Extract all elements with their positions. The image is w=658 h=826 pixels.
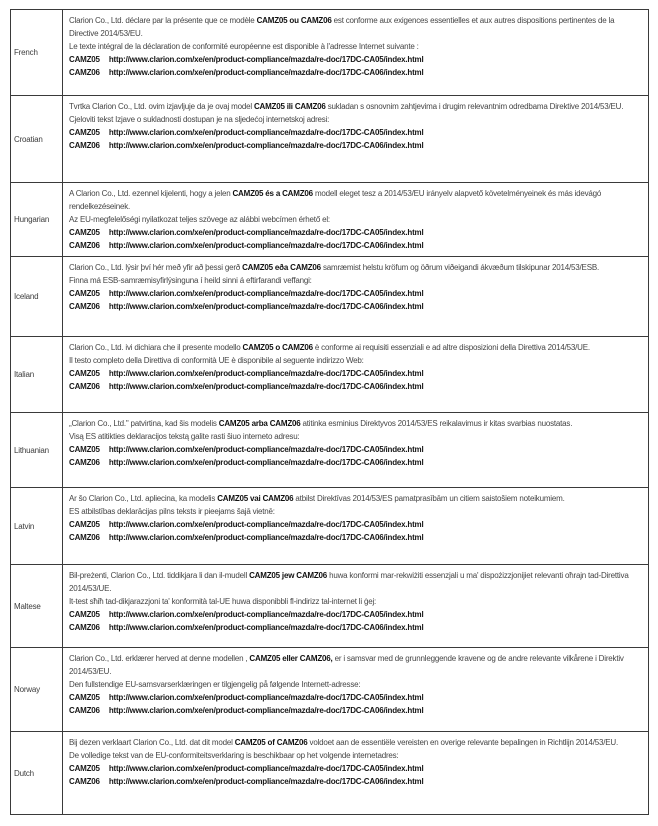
- declaration-statement: [69, 492, 642, 505]
- language-label-cell: [11, 10, 63, 95]
- availability-statement: Le texte intégral de la déclaration de conformité européenne est disponible à l'adresse Internet suivante :: [69, 42, 419, 51]
- model-name-camz06: CAMZ06: [69, 382, 100, 391]
- model-url-line-camz05: [69, 53, 642, 66]
- model-url-line-camz06: [69, 456, 642, 469]
- availability-statement: Cjeloviti tekst Izjave o sukladnosti dostupan je na sljedećoj internetskoj adresi:: [69, 115, 330, 124]
- statement-text-after: voldoet aan de essentiële vereisten en overige relevante bepalingen in Richtlijn 2014/53/EU.: [307, 738, 619, 747]
- compliance-url-camz05: http://www.clarion.com/xe/en/product-compliance/mazda/re-doc/17DC-CA05/index.html: [108, 55, 424, 64]
- model-name-camz06: CAMZ06: [69, 706, 100, 715]
- statement-text-before: Bil-preżenti, Clarion Co., Ltd. tiddikjara li dan il-mudell: [69, 571, 250, 580]
- availability-statement: Il testo completo della Direttiva di conformità UE è disponibile al seguente indirizzo Web:: [69, 356, 364, 365]
- model-name-camz06: CAMZ06: [69, 623, 100, 632]
- table-row-dutch: [11, 732, 648, 814]
- availability-statement: Visą ES atitikties deklaracijos tekstą galite rasti šiuo interneto adresu:: [69, 432, 300, 441]
- statement-text-before: Ar šo Clarion Co., Ltd. apliecina, ka modelis: [69, 494, 218, 503]
- availability-statement: Finna má ESB-samræmisyfirlýsinguna í heild sinni á eftirfarandi veffangi:: [69, 276, 312, 285]
- statement-model-names: CAMZ05 jew CAMZ06: [249, 571, 328, 580]
- declaration-statement: [69, 261, 642, 274]
- statement-model-names: CAMZ05 o CAMZ06: [242, 343, 313, 352]
- declaration-statement: [69, 341, 642, 354]
- model-name-camz06: CAMZ06: [69, 68, 100, 77]
- model-name-camz05: CAMZ05: [69, 445, 100, 454]
- compliance-url-camz06: http://www.clarion.com/xe/en/product-compliance/mazda/re-doc/17DC-CA06/index.html: [108, 302, 424, 311]
- statement-model-names: CAMZ05 ou CAMZ06: [256, 16, 332, 25]
- statement-text-before: Bij dezen verklaart Clarion Co., Ltd. dat dit model: [69, 738, 235, 747]
- statement-model-names: CAMZ05 ili CAMZ06: [253, 102, 326, 111]
- statement-text-after: er i samsvar med de grunnleggende kravene og de andre relevante vilkårene i Direktiv 2014/53/EU.: [69, 654, 624, 676]
- table-row-norway: [11, 648, 648, 732]
- model-url-line-camz05: [69, 608, 642, 621]
- compliance-url-camz06: http://www.clarion.com/xe/en/product-compliance/mazda/re-doc/17DC-CA06/index.html: [108, 458, 424, 467]
- model-url-line-camz05: [69, 367, 642, 380]
- model-url-line-camz06: [69, 300, 642, 313]
- model-url-line-camz06: [69, 621, 642, 634]
- statement-text-after: atitinka esminius Direktyvos 2014/53/ES reikalavimus ir kitas svarbias nuostatas.: [300, 419, 573, 428]
- language-label-cell: [11, 648, 63, 731]
- table-row-latvin: [11, 488, 648, 565]
- language-label: Maltese: [14, 601, 41, 611]
- model-url-line-camz05: [69, 126, 642, 139]
- language-label: Norway: [14, 685, 40, 694]
- language-label: Dutch: [14, 768, 34, 778]
- model-name-camz06: CAMZ06: [69, 458, 100, 467]
- model-url-line-camz05: [69, 691, 642, 704]
- language-label-cell: [11, 257, 63, 336]
- declaration-statement: [69, 652, 642, 678]
- declaration-cell: [63, 337, 648, 412]
- statement-text-before: „Clarion Co., Ltd." patvirtina, kad šis modelis: [69, 419, 219, 428]
- statement-text-after: est conforme aux exigences essentielles et aux autres dispositions pertinentes de la Directive 2014/53/EU.: [69, 16, 615, 38]
- table-row-croatian: [11, 96, 648, 183]
- compliance-url-camz05: http://www.clarion.com/xe/en/product-compliance/mazda/re-doc/17DC-CA05/index.html: [108, 693, 424, 702]
- language-label: Hungarian: [14, 215, 50, 224]
- table-row-french: [11, 10, 648, 96]
- compliance-url-camz05: http://www.clarion.com/xe/en/product-compliance/mazda/re-doc/17DC-CA05/index.html: [108, 369, 424, 378]
- availability-statement: Az EU-megfelelőségi nyilatkozat teljes szövege az alábbi webcímen érhető el:: [69, 215, 330, 224]
- language-label-cell: [11, 96, 63, 182]
- statement-text-before: Clarion Co., Ltd. lýsir því hér með yfir að þessi gerð: [69, 263, 243, 272]
- model-name-camz06: CAMZ06: [69, 777, 100, 786]
- language-label-cell: [11, 413, 63, 487]
- statement-text-before: Clarion Co., Ltd. erklærer herved at denne modellen ,: [69, 654, 250, 663]
- compliance-url-camz05: http://www.clarion.com/xe/en/product-compliance/mazda/re-doc/17DC-CA05/index.html: [108, 289, 424, 298]
- model-url-line-camz05: [69, 762, 642, 775]
- language-label: Italian: [14, 370, 34, 379]
- statement-text-before: Clarion Co., Ltd. déclare par la présente que ce modèle: [69, 16, 257, 25]
- model-url-line-camz06: [69, 531, 642, 544]
- statement-model-names: CAMZ05 eða CAMZ06: [242, 263, 321, 272]
- model-name-camz05: CAMZ05: [69, 369, 100, 378]
- statement-text-before: A Clarion Co., Ltd. ezennel kijelenti, hogy a jelen: [69, 189, 233, 198]
- statement-text-after: huwa konformi mar-rekwiżiti essenzjali u ma' dispożizzjonijiet relevanti oħrajn tad-Direttiva 2014/53/UE.: [69, 571, 629, 593]
- declaration-cell: [63, 183, 648, 256]
- declaration-statement: [69, 417, 642, 430]
- model-url-line-camz05: [69, 226, 642, 239]
- declaration-statement: [69, 100, 642, 113]
- model-url-line-camz05: [69, 287, 642, 300]
- compliance-url-camz05: http://www.clarion.com/xe/en/product-compliance/mazda/re-doc/17DC-CA05/index.html: [108, 764, 424, 773]
- compliance-url-camz05: http://www.clarion.com/xe/en/product-compliance/mazda/re-doc/17DC-CA05/index.html: [108, 228, 424, 237]
- compliance-url-camz06: http://www.clarion.com/xe/en/product-compliance/mazda/re-doc/17DC-CA06/index.html: [108, 241, 424, 250]
- availability-statement: It-test sħiħ tad-dikjarazzjoni ta' konformità tal-UE huwa disponibbli fl-indirizz tal-internet li ġej:: [69, 597, 377, 606]
- model-url-line-camz06: [69, 775, 642, 788]
- model-url-line-camz06: [69, 239, 642, 252]
- model-name-camz05: CAMZ05: [69, 228, 100, 237]
- statement-text-after: modell eleget tesz a 2014/53/EU irányelv alapvető követelményeinek és más idevágó rendelkezéseinek.: [69, 189, 602, 211]
- model-name-camz06: CAMZ06: [69, 302, 100, 311]
- model-name-camz05: CAMZ05: [69, 55, 100, 64]
- language-label: Iceland: [14, 292, 39, 301]
- model-url-line-camz06: [69, 380, 642, 393]
- model-name-camz05: CAMZ05: [69, 520, 100, 529]
- compliance-url-camz05: http://www.clarion.com/xe/en/product-compliance/mazda/re-doc/17DC-CA05/index.html: [108, 610, 424, 619]
- model-name-camz05: CAMZ05: [69, 764, 100, 773]
- availability-statement: Den fullstendige EU-samsvarserklæringen er tilgjengelig på følgende Internett-adresse:: [69, 680, 361, 689]
- model-url-line-camz06: [69, 66, 642, 79]
- table-row-lithuanian: [11, 413, 648, 488]
- table-row-italian: [11, 337, 648, 413]
- language-label: Lithuanian: [14, 445, 49, 455]
- declaration-cell: [63, 96, 648, 182]
- statement-model-names: CAMZ05 eller CAMZ06,: [249, 654, 333, 663]
- statement-text-after: sukladan s osnovnim zahtjevima i drugim relevantnim odredbama Direktive 2014/53/EU.: [325, 102, 624, 111]
- statement-text-before: Tvrtka Clarion Co., Ltd. ovim izjavljuje da je ovaj model: [69, 102, 254, 111]
- availability-statement: ES atbilstības deklarācijas pilns teksts ir pieejams šajā vietnē:: [69, 507, 275, 516]
- declaration-statement: [69, 736, 642, 749]
- model-url-line-camz06: [69, 139, 642, 152]
- model-name-camz06: CAMZ06: [69, 241, 100, 250]
- language-label: Croatian: [14, 134, 43, 144]
- language-label: Latvin: [14, 521, 35, 531]
- language-label-cell: [11, 732, 63, 814]
- declaration-cell: [63, 732, 648, 814]
- statement-text-after: samræmist helstu kröfum og öðrum viðeigandi ákvæðum tilskipunar 2014/53/ESB.: [320, 263, 599, 272]
- statement-model-names: CAMZ05 arba CAMZ06: [218, 419, 301, 428]
- language-label: French: [14, 48, 38, 57]
- language-label-cell: [11, 337, 63, 412]
- statement-text-after: atbilst Direktīvas 2014/53/ES pamatprasībām un citiem saistošiem noteikumiem.: [293, 494, 565, 503]
- compliance-url-camz06: http://www.clarion.com/xe/en/product-compliance/mazda/re-doc/17DC-CA06/index.html: [108, 382, 424, 391]
- declaration-cell: [63, 413, 648, 487]
- model-url-line-camz05: [69, 443, 642, 456]
- conformity-table: [10, 9, 649, 815]
- declaration-statement: [69, 14, 642, 40]
- compliance-url-camz05: http://www.clarion.com/xe/en/product-compliance/mazda/re-doc/17DC-CA05/index.html: [108, 445, 424, 454]
- table-row-maltese: [11, 565, 648, 648]
- model-name-camz06: CAMZ06: [69, 141, 100, 150]
- model-name-camz05: CAMZ05: [69, 289, 100, 298]
- statement-model-names: CAMZ05 of CAMZ06: [234, 738, 308, 747]
- compliance-url-camz06: http://www.clarion.com/xe/en/product-compliance/mazda/re-doc/17DC-CA06/index.html: [108, 623, 424, 632]
- statement-model-names: CAMZ05 vai CAMZ06: [217, 494, 294, 503]
- model-name-camz06: CAMZ06: [69, 533, 100, 542]
- table-row-hungarian: [11, 183, 648, 257]
- language-label-cell: [11, 183, 63, 256]
- declaration-statement: [69, 569, 642, 595]
- model-name-camz05: CAMZ05: [69, 610, 100, 619]
- declaration-cell: [63, 257, 648, 336]
- compliance-url-camz06: http://www.clarion.com/xe/en/product-compliance/mazda/re-doc/17DC-CA06/index.html: [108, 777, 424, 786]
- model-url-line-camz05: [69, 518, 642, 531]
- compliance-url-camz06: http://www.clarion.com/xe/en/product-compliance/mazda/re-doc/17DC-CA06/index.html: [108, 533, 424, 542]
- compliance-url-camz05: http://www.clarion.com/xe/en/product-compliance/mazda/re-doc/17DC-CA05/index.html: [108, 128, 424, 137]
- statement-text-before: Clarion Co., Ltd. ivi dichiara che il presente modello: [69, 343, 243, 352]
- model-url-line-camz06: [69, 704, 642, 717]
- statement-model-names: CAMZ05 és a CAMZ06: [232, 189, 313, 198]
- declaration-cell: [63, 10, 648, 95]
- declaration-cell: [63, 648, 648, 731]
- model-name-camz05: CAMZ05: [69, 693, 100, 702]
- declaration-cell: [63, 565, 648, 647]
- statement-text-after: è conforme ai requisiti essenziali e ad altre disposizioni della Direttiva 2014/53/UE.: [312, 343, 590, 352]
- compliance-url-camz05: http://www.clarion.com/xe/en/product-compliance/mazda/re-doc/17DC-CA05/index.html: [108, 520, 424, 529]
- table-row-iceland: [11, 257, 648, 337]
- compliance-url-camz06: http://www.clarion.com/xe/en/product-compliance/mazda/re-doc/17DC-CA06/index.html: [108, 706, 424, 715]
- declaration-statement: [69, 187, 642, 213]
- model-name-camz05: CAMZ05: [69, 128, 100, 137]
- availability-statement: De volledige tekst van de EU-conformiteitsverklaring is beschikbaar op het volgende internetadres:: [69, 751, 399, 760]
- declaration-cell: [63, 488, 648, 564]
- language-label-cell: [11, 565, 63, 647]
- compliance-url-camz06: http://www.clarion.com/xe/en/product-compliance/mazda/re-doc/17DC-CA06/index.html: [108, 141, 424, 150]
- language-label-cell: [11, 488, 63, 564]
- compliance-url-camz06: http://www.clarion.com/xe/en/product-compliance/mazda/re-doc/17DC-CA06/index.html: [108, 68, 424, 77]
